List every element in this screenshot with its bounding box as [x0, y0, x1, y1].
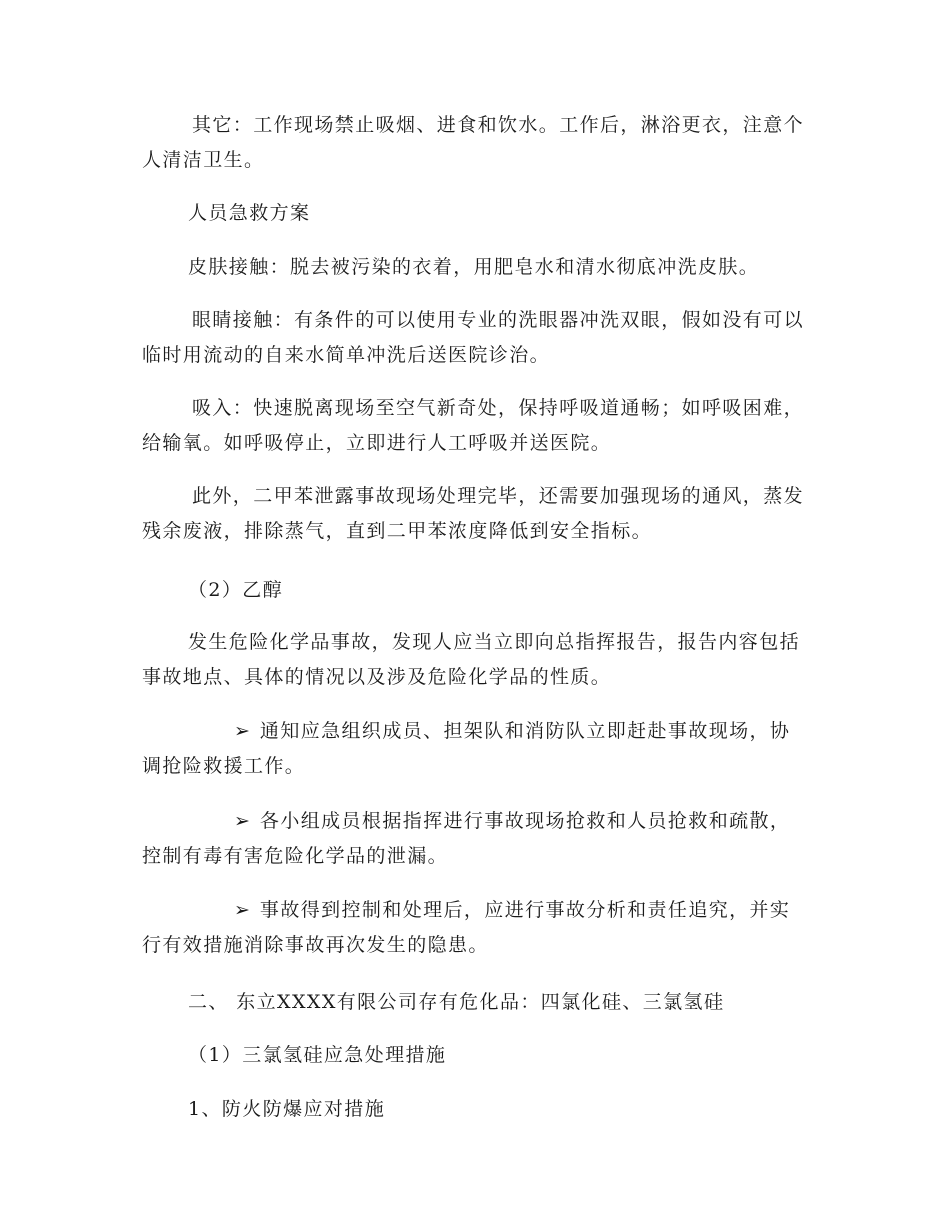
bullet-item-notify: ➢ 通知应急组织成员、担架队和消防队立即赶赴事故现场，协调抢险救援工作。: [142, 714, 807, 784]
heading-first-aid: 人员急救方案: [188, 202, 311, 224]
heading-ethanol: （2）乙醇: [188, 579, 284, 601]
heading-trichlorosilane: （1）三氯氢硅应急处理措施: [188, 1044, 447, 1066]
paragraph-inhalation: 吸入：快速脱离现场至空气新奇处，保持呼吸道通畅；如呼吸困难，给输氧。如呼吸停止，立即进行人工呼吸并送医院。: [142, 397, 805, 454]
bullet-arrow-icon: ➢: [234, 899, 250, 921]
bullet-arrow-icon: ➢: [234, 720, 250, 742]
paragraph-other-precautions: 其它：工作现场禁止吸烟、进食和饮水。工作后，淋浴更衣，注意个人清洁卫生。: [142, 114, 805, 171]
paragraph-eye-contact: 眼睛接触：有条件的可以使用专业的洗眼器冲洗双眼，假如没有可以临时用流动的自来水简单冲洗后送医院诊治。: [142, 309, 805, 366]
heading-fire-explosion: 1、防火防爆应对措施: [188, 1098, 386, 1120]
bullet-item-analysis: ➢ 事故得到控制和处理后，应进行事故分析和责任追究，并实行有效措施消除事故再次发生的隐患。: [142, 893, 807, 963]
bullet-arrow-icon: ➢: [234, 810, 250, 832]
bullet-item-rescue: ➢ 各小组成员根据指挥进行事故现场抢救和人员抢救和疏散，控制有毒有害危险化学品的泄漏。: [142, 804, 807, 874]
paragraph-report-accident: 发生危险化学品事故，发现人应当立即向总指挥报告，报告内容包括事故地点、具体的情况以及涉及危险化学品的性质。: [142, 631, 801, 688]
paragraph-skin-contact: 皮肤接触：脱去被污染的衣着，用肥皂水和清水彻底冲洗皮肤。: [188, 256, 760, 278]
paragraph-xylene-cleanup: 此外，二甲苯泄露事故现场处理完毕，还需要加强现场的通风，蒸发残余废液，排除蒸气，直到二甲苯浓度降低到安全指标。: [142, 485, 805, 542]
heading-company-chemicals: 二、 东立XXXX有限公司存有危化品：四氯化硅、三氯氢硅: [188, 991, 725, 1013]
